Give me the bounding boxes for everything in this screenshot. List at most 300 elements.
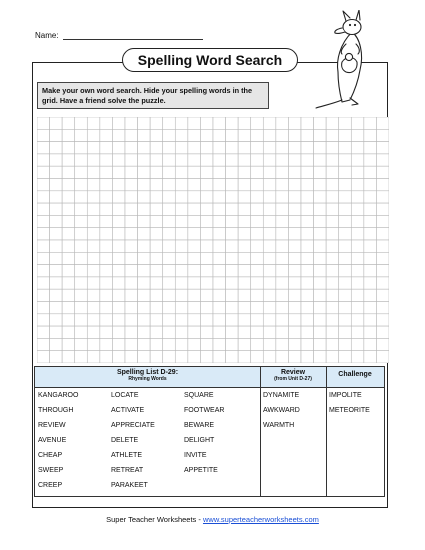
grid-cell[interactable]: [226, 179, 239, 191]
grid-cell[interactable]: [238, 203, 251, 215]
grid-cell[interactable]: [62, 265, 75, 277]
grid-cell[interactable]: [163, 203, 176, 215]
grid-cell[interactable]: [238, 191, 251, 203]
grid-cell[interactable]: [188, 265, 201, 277]
grid-cell[interactable]: [339, 289, 352, 301]
grid-cell[interactable]: [326, 338, 339, 350]
grid-cell[interactable]: [364, 265, 377, 277]
grid-cell[interactable]: [251, 289, 264, 301]
grid-cell[interactable]: [326, 240, 339, 252]
grid-cell[interactable]: [150, 351, 163, 363]
grid-cell[interactable]: [213, 215, 226, 227]
grid-cell[interactable]: [376, 154, 389, 166]
grid-cell[interactable]: [276, 265, 289, 277]
grid-cell[interactable]: [301, 338, 314, 350]
grid-cell[interactable]: [125, 191, 138, 203]
grid-cell[interactable]: [263, 228, 276, 240]
grid-cell[interactable]: [351, 203, 364, 215]
grid-cell[interactable]: [75, 215, 88, 227]
grid-cell[interactable]: [188, 302, 201, 314]
grid-cell[interactable]: [150, 166, 163, 178]
grid-cell[interactable]: [351, 215, 364, 227]
grid-cell[interactable]: [251, 215, 264, 227]
grid-cell[interactable]: [50, 252, 63, 264]
grid-cell[interactable]: [364, 215, 377, 227]
grid-cell[interactable]: [188, 277, 201, 289]
grid-cell[interactable]: [314, 289, 327, 301]
grid-cell[interactable]: [87, 215, 100, 227]
grid-cell[interactable]: [188, 117, 201, 129]
grid-cell[interactable]: [150, 302, 163, 314]
grid-cell[interactable]: [50, 154, 63, 166]
grid-cell[interactable]: [314, 338, 327, 350]
grid-cell[interactable]: [238, 326, 251, 338]
grid-cell[interactable]: [188, 240, 201, 252]
grid-cell[interactable]: [112, 277, 125, 289]
grid-cell[interactable]: [238, 228, 251, 240]
grid-cell[interactable]: [150, 338, 163, 350]
grid-cell[interactable]: [37, 179, 50, 191]
grid-cell[interactable]: [364, 302, 377, 314]
grid-cell[interactable]: [351, 289, 364, 301]
grid-cell[interactable]: [163, 228, 176, 240]
grid-cell[interactable]: [150, 129, 163, 141]
grid-cell[interactable]: [351, 179, 364, 191]
grid-cell[interactable]: [251, 154, 264, 166]
grid-cell[interactable]: [112, 117, 125, 129]
grid-cell[interactable]: [75, 154, 88, 166]
grid-cell[interactable]: [288, 351, 301, 363]
grid-cell[interactable]: [238, 215, 251, 227]
grid-cell[interactable]: [200, 179, 213, 191]
grid-cell[interactable]: [138, 142, 151, 154]
grid-cell[interactable]: [213, 326, 226, 338]
grid-cell[interactable]: [263, 215, 276, 227]
grid-cell[interactable]: [100, 154, 113, 166]
grid-cell[interactable]: [150, 228, 163, 240]
grid-cell[interactable]: [125, 129, 138, 141]
grid-cell[interactable]: [226, 129, 239, 141]
grid-cell[interactable]: [163, 351, 176, 363]
grid-cell[interactable]: [251, 326, 264, 338]
grid-cell[interactable]: [175, 277, 188, 289]
grid-cell[interactable]: [112, 265, 125, 277]
grid-cell[interactable]: [112, 302, 125, 314]
grid-cell[interactable]: [288, 289, 301, 301]
grid-cell[interactable]: [87, 351, 100, 363]
grid-cell[interactable]: [138, 215, 151, 227]
grid-cell[interactable]: [138, 191, 151, 203]
grid-cell[interactable]: [351, 314, 364, 326]
grid-cell[interactable]: [364, 289, 377, 301]
grid-cell[interactable]: [75, 240, 88, 252]
grid-cell[interactable]: [37, 289, 50, 301]
grid-cell[interactable]: [351, 228, 364, 240]
grid-cell[interactable]: [288, 129, 301, 141]
grid-cell[interactable]: [226, 314, 239, 326]
grid-cell[interactable]: [188, 179, 201, 191]
grid-cell[interactable]: [301, 215, 314, 227]
grid-cell[interactable]: [87, 277, 100, 289]
grid-cell[interactable]: [62, 179, 75, 191]
grid-cell[interactable]: [226, 117, 239, 129]
grid-cell[interactable]: [263, 302, 276, 314]
grid-cell[interactable]: [376, 351, 389, 363]
grid-cell[interactable]: [200, 240, 213, 252]
grid-cell[interactable]: [238, 314, 251, 326]
grid-cell[interactable]: [100, 351, 113, 363]
grid-cell[interactable]: [226, 265, 239, 277]
grid-cell[interactable]: [364, 314, 377, 326]
grid-cell[interactable]: [288, 228, 301, 240]
grid-cell[interactable]: [188, 289, 201, 301]
grid-cell[interactable]: [50, 302, 63, 314]
grid-cell[interactable]: [263, 338, 276, 350]
grid-cell[interactable]: [125, 265, 138, 277]
grid-cell[interactable]: [263, 240, 276, 252]
grid-cell[interactable]: [226, 142, 239, 154]
grid-cell[interactable]: [251, 265, 264, 277]
grid-cell[interactable]: [238, 252, 251, 264]
grid-cell[interactable]: [339, 215, 352, 227]
grid-cell[interactable]: [175, 338, 188, 350]
grid-cell[interactable]: [125, 166, 138, 178]
grid-cell[interactable]: [138, 326, 151, 338]
grid-cell[interactable]: [238, 338, 251, 350]
grid-cell[interactable]: [226, 326, 239, 338]
grid-cell[interactable]: [376, 302, 389, 314]
grid-cell[interactable]: [301, 240, 314, 252]
grid-cell[interactable]: [87, 203, 100, 215]
grid-cell[interactable]: [351, 338, 364, 350]
grid-cell[interactable]: [288, 166, 301, 178]
grid-cell[interactable]: [37, 166, 50, 178]
grid-cell[interactable]: [276, 142, 289, 154]
grid-cell[interactable]: [100, 326, 113, 338]
grid-cell[interactable]: [213, 252, 226, 264]
grid-cell[interactable]: [339, 240, 352, 252]
grid-cell[interactable]: [112, 338, 125, 350]
grid-cell[interactable]: [87, 252, 100, 264]
grid-cell[interactable]: [288, 179, 301, 191]
grid-cell[interactable]: [50, 228, 63, 240]
grid-cell[interactable]: [276, 154, 289, 166]
grid-cell[interactable]: [288, 338, 301, 350]
grid-cell[interactable]: [37, 351, 50, 363]
grid-cell[interactable]: [50, 265, 63, 277]
grid-cell[interactable]: [263, 179, 276, 191]
grid-cell[interactable]: [276, 252, 289, 264]
grid-cell[interactable]: [251, 129, 264, 141]
grid-cell[interactable]: [138, 154, 151, 166]
grid-cell[interactable]: [276, 117, 289, 129]
grid-cell[interactable]: [50, 338, 63, 350]
grid-cell[interactable]: [238, 166, 251, 178]
grid-cell[interactable]: [226, 289, 239, 301]
grid-cell[interactable]: [276, 338, 289, 350]
grid-cell[interactable]: [351, 265, 364, 277]
grid-cell[interactable]: [150, 215, 163, 227]
grid-cell[interactable]: [301, 203, 314, 215]
grid-cell[interactable]: [163, 215, 176, 227]
grid-cell[interactable]: [213, 338, 226, 350]
grid-cell[interactable]: [364, 166, 377, 178]
grid-cell[interactable]: [175, 191, 188, 203]
grid-cell[interactable]: [62, 142, 75, 154]
grid-cell[interactable]: [301, 252, 314, 264]
grid-cell[interactable]: [364, 117, 377, 129]
grid-cell[interactable]: [376, 338, 389, 350]
grid-cell[interactable]: [376, 179, 389, 191]
grid-cell[interactable]: [238, 117, 251, 129]
grid-cell[interactable]: [163, 338, 176, 350]
grid-cell[interactable]: [125, 252, 138, 264]
grid-cell[interactable]: [288, 215, 301, 227]
grid-cell[interactable]: [213, 240, 226, 252]
grid-cell[interactable]: [75, 265, 88, 277]
grid-cell[interactable]: [112, 166, 125, 178]
grid-cell[interactable]: [175, 265, 188, 277]
grid-cell[interactable]: [138, 240, 151, 252]
grid-cell[interactable]: [62, 314, 75, 326]
grid-cell[interactable]: [37, 191, 50, 203]
grid-cell[interactable]: [62, 326, 75, 338]
grid-cell[interactable]: [112, 203, 125, 215]
grid-cell[interactable]: [351, 252, 364, 264]
grid-cell[interactable]: [163, 240, 176, 252]
grid-cell[interactable]: [200, 265, 213, 277]
grid-cell[interactable]: [87, 289, 100, 301]
grid-cell[interactable]: [226, 240, 239, 252]
grid-cell[interactable]: [364, 228, 377, 240]
grid-cell[interactable]: [288, 326, 301, 338]
grid-cell[interactable]: [251, 191, 264, 203]
grid-cell[interactable]: [37, 240, 50, 252]
grid-cell[interactable]: [37, 203, 50, 215]
grid-cell[interactable]: [213, 314, 226, 326]
grid-cell[interactable]: [75, 277, 88, 289]
grid-cell[interactable]: [150, 191, 163, 203]
grid-cell[interactable]: [226, 191, 239, 203]
name-field[interactable]: [63, 30, 203, 40]
grid-cell[interactable]: [314, 215, 327, 227]
grid-cell[interactable]: [376, 215, 389, 227]
grid-cell[interactable]: [238, 179, 251, 191]
grid-cell[interactable]: [326, 302, 339, 314]
grid-cell[interactable]: [138, 129, 151, 141]
grid-cell[interactable]: [226, 215, 239, 227]
grid-cell[interactable]: [163, 302, 176, 314]
grid-cell[interactable]: [75, 228, 88, 240]
grid-cell[interactable]: [314, 302, 327, 314]
grid-cell[interactable]: [200, 129, 213, 141]
grid-cell[interactable]: [50, 166, 63, 178]
grid-cell[interactable]: [175, 252, 188, 264]
grid-cell[interactable]: [62, 166, 75, 178]
grid-cell[interactable]: [376, 240, 389, 252]
word-search-grid[interactable]: [37, 117, 389, 363]
grid-cell[interactable]: [339, 228, 352, 240]
grid-cell[interactable]: [263, 252, 276, 264]
grid-cell[interactable]: [314, 240, 327, 252]
grid-cell[interactable]: [213, 351, 226, 363]
grid-cell[interactable]: [138, 338, 151, 350]
grid-cell[interactable]: [50, 277, 63, 289]
grid-cell[interactable]: [213, 166, 226, 178]
grid-cell[interactable]: [238, 129, 251, 141]
grid-cell[interactable]: [62, 129, 75, 141]
grid-cell[interactable]: [150, 179, 163, 191]
grid-cell[interactable]: [138, 166, 151, 178]
grid-cell[interactable]: [226, 338, 239, 350]
grid-cell[interactable]: [276, 191, 289, 203]
grid-cell[interactable]: [364, 179, 377, 191]
grid-cell[interactable]: [200, 338, 213, 350]
grid-cell[interactable]: [62, 338, 75, 350]
grid-cell[interactable]: [50, 289, 63, 301]
grid-cell[interactable]: [364, 191, 377, 203]
grid-cell[interactable]: [188, 142, 201, 154]
grid-cell[interactable]: [263, 203, 276, 215]
grid-cell[interactable]: [263, 154, 276, 166]
grid-cell[interactable]: [87, 240, 100, 252]
grid-cell[interactable]: [125, 338, 138, 350]
grid-cell[interactable]: [276, 203, 289, 215]
grid-cell[interactable]: [75, 191, 88, 203]
grid-cell[interactable]: [376, 191, 389, 203]
grid-cell[interactable]: [37, 314, 50, 326]
grid-cell[interactable]: [175, 154, 188, 166]
grid-cell[interactable]: [339, 166, 352, 178]
grid-cell[interactable]: [112, 142, 125, 154]
grid-cell[interactable]: [125, 289, 138, 301]
grid-cell[interactable]: [200, 142, 213, 154]
grid-cell[interactable]: [75, 326, 88, 338]
grid-cell[interactable]: [100, 203, 113, 215]
grid-cell[interactable]: [50, 203, 63, 215]
grid-cell[interactable]: [288, 314, 301, 326]
grid-cell[interactable]: [288, 302, 301, 314]
grid-cell[interactable]: [314, 142, 327, 154]
grid-cell[interactable]: [150, 289, 163, 301]
grid-cell[interactable]: [150, 154, 163, 166]
grid-cell[interactable]: [62, 117, 75, 129]
grid-cell[interactable]: [376, 166, 389, 178]
grid-cell[interactable]: [37, 326, 50, 338]
grid-cell[interactable]: [326, 228, 339, 240]
grid-cell[interactable]: [125, 142, 138, 154]
grid-cell[interactable]: [326, 142, 339, 154]
grid-cell[interactable]: [339, 179, 352, 191]
grid-cell[interactable]: [226, 154, 239, 166]
grid-cell[interactable]: [339, 265, 352, 277]
grid-cell[interactable]: [150, 240, 163, 252]
grid-cell[interactable]: [288, 142, 301, 154]
grid-cell[interactable]: [188, 191, 201, 203]
grid-cell[interactable]: [125, 240, 138, 252]
grid-cell[interactable]: [251, 302, 264, 314]
grid-cell[interactable]: [62, 302, 75, 314]
grid-cell[interactable]: [87, 154, 100, 166]
grid-cell[interactable]: [163, 191, 176, 203]
grid-cell[interactable]: [163, 129, 176, 141]
grid-cell[interactable]: [188, 314, 201, 326]
grid-cell[interactable]: [75, 203, 88, 215]
grid-cell[interactable]: [125, 314, 138, 326]
grid-cell[interactable]: [326, 252, 339, 264]
grid-cell[interactable]: [138, 228, 151, 240]
grid-cell[interactable]: [175, 314, 188, 326]
grid-cell[interactable]: [87, 129, 100, 141]
grid-cell[interactable]: [238, 277, 251, 289]
grid-cell[interactable]: [37, 252, 50, 264]
grid-cell[interactable]: [50, 314, 63, 326]
grid-cell[interactable]: [175, 117, 188, 129]
grid-cell[interactable]: [351, 117, 364, 129]
grid-cell[interactable]: [238, 154, 251, 166]
grid-cell[interactable]: [276, 351, 289, 363]
grid-cell[interactable]: [125, 228, 138, 240]
grid-cell[interactable]: [50, 240, 63, 252]
grid-cell[interactable]: [213, 265, 226, 277]
grid-cell[interactable]: [112, 240, 125, 252]
grid-cell[interactable]: [138, 252, 151, 264]
grid-cell[interactable]: [75, 142, 88, 154]
grid-cell[interactable]: [326, 129, 339, 141]
grid-cell[interactable]: [364, 203, 377, 215]
grid-cell[interactable]: [112, 326, 125, 338]
grid-cell[interactable]: [226, 166, 239, 178]
grid-cell[interactable]: [314, 326, 327, 338]
grid-cell[interactable]: [301, 179, 314, 191]
grid-cell[interactable]: [75, 338, 88, 350]
grid-cell[interactable]: [301, 228, 314, 240]
grid-cell[interactable]: [75, 166, 88, 178]
grid-cell[interactable]: [251, 166, 264, 178]
grid-cell[interactable]: [326, 265, 339, 277]
grid-cell[interactable]: [226, 351, 239, 363]
grid-cell[interactable]: [288, 240, 301, 252]
grid-cell[interactable]: [263, 117, 276, 129]
grid-cell[interactable]: [112, 228, 125, 240]
grid-cell[interactable]: [150, 326, 163, 338]
grid-cell[interactable]: [276, 240, 289, 252]
grid-cell[interactable]: [62, 277, 75, 289]
grid-cell[interactable]: [138, 277, 151, 289]
grid-cell[interactable]: [112, 252, 125, 264]
grid-cell[interactable]: [213, 154, 226, 166]
grid-cell[interactable]: [163, 117, 176, 129]
grid-cell[interactable]: [50, 117, 63, 129]
grid-cell[interactable]: [138, 117, 151, 129]
grid-cell[interactable]: [326, 117, 339, 129]
grid-cell[interactable]: [50, 351, 63, 363]
grid-cell[interactable]: [112, 179, 125, 191]
grid-cell[interactable]: [213, 129, 226, 141]
grid-cell[interactable]: [339, 338, 352, 350]
grid-cell[interactable]: [251, 179, 264, 191]
grid-cell[interactable]: [326, 179, 339, 191]
grid-cell[interactable]: [288, 154, 301, 166]
grid-cell[interactable]: [301, 277, 314, 289]
grid-cell[interactable]: [163, 314, 176, 326]
grid-cell[interactable]: [138, 203, 151, 215]
grid-cell[interactable]: [314, 351, 327, 363]
grid-cell[interactable]: [100, 129, 113, 141]
grid-cell[interactable]: [288, 265, 301, 277]
grid-cell[interactable]: [150, 265, 163, 277]
grid-cell[interactable]: [75, 252, 88, 264]
